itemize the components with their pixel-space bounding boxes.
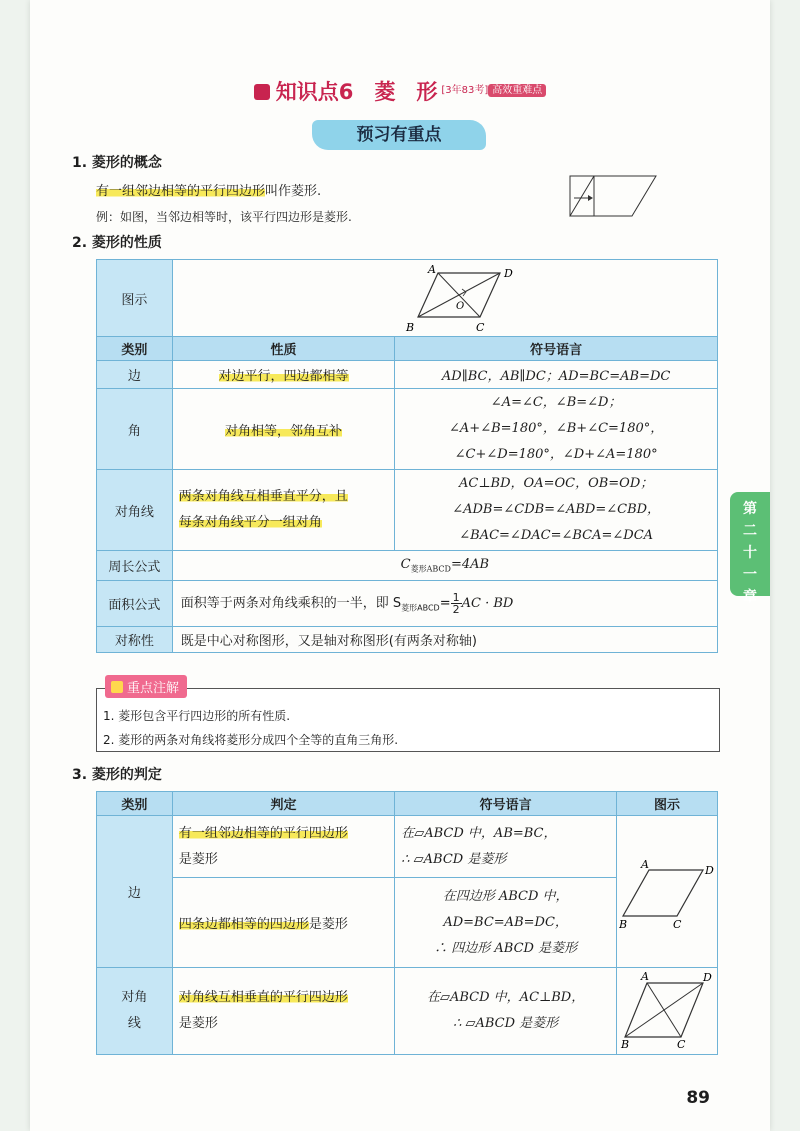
section-banner: 预习有重点 xyxy=(312,120,486,150)
pencil-icon xyxy=(111,681,123,693)
criterion-2: 四条边都相等的四边形是菱形 xyxy=(172,878,394,968)
col-category: 类别 xyxy=(97,337,173,361)
criterion-1-symbol: 在▱ABCD 中，AB=BC， ∴ ▱ABCD 是菱形 xyxy=(395,816,617,878)
diagonal-label: 对角 线 xyxy=(97,968,173,1055)
table-row xyxy=(97,816,718,878)
angle-label: 角 xyxy=(97,389,173,470)
table-row xyxy=(97,361,718,389)
criterion-3: 对角线互相垂直的平行四边形 是菱形 xyxy=(172,968,394,1055)
key-notes-tab: 重点注解 xyxy=(105,675,187,698)
side-label: 边 xyxy=(97,361,173,389)
table-row xyxy=(97,968,718,1055)
side-property: 对边平行，四边都相等 xyxy=(172,361,395,389)
criteria-table xyxy=(96,791,718,1055)
side-symbol: AD∥BC，AB∥DC；AD=BC=AB=DC xyxy=(395,361,718,389)
rhombus-sides-diagram xyxy=(619,850,715,930)
diagonal-property: 两条对角线互相垂直平分，且 每条对角线平分一组对角 xyxy=(172,470,395,551)
col-criterion: 判定 xyxy=(172,792,394,816)
perimeter-label: 周长公式 xyxy=(97,551,173,581)
criterion-2-symbol: 在四边形 ABCD 中， AD=BC=AB=DC， ∴ 四边形 ABCD 是菱形 xyxy=(395,878,617,968)
criterion-3-symbol: 在▱ABCD 中，AC⊥BD， ∴ ▱ABCD 是菱形 xyxy=(395,968,617,1055)
angle-symbol: ∠A=∠C，∠B=∠D； ∠A+∠B=180°，∠B+∠C=180°， ∠C+∠D=180°，∠D+∠A=180° xyxy=(395,389,718,470)
rhombus-diagonals-diagram xyxy=(619,969,715,1049)
rhombus-figure-cell xyxy=(172,260,717,337)
criterion-1: 有一组邻边相等的平行四边形 是菱形 xyxy=(172,816,394,878)
key-notes-box xyxy=(96,681,720,752)
col-figure: 图示 xyxy=(616,792,717,816)
label-a: A xyxy=(427,263,436,276)
diagonal-symbol: AC⊥BD，OA=OC，OB=OD； ∠ADB=∠CDB=∠ABD=∠CBD， ∠BAC=∠DAC=∠BCA=∠DCA xyxy=(395,470,718,551)
angle-property: 对角相等，邻角互补 xyxy=(172,389,395,470)
col-category: 类别 xyxy=(97,792,173,816)
label-d: D xyxy=(702,971,712,984)
label-b: B xyxy=(620,1038,630,1049)
label-d: D xyxy=(503,267,513,280)
diagonal-label: 对角线 xyxy=(97,470,173,551)
label-d: D xyxy=(704,863,714,877)
definition-text: 有一组邻边相等的平行四边形叫作菱形. xyxy=(96,184,322,199)
criteria-figure-2 xyxy=(616,968,717,1055)
page-title xyxy=(0,76,800,106)
note-line-1: 1. 菱形包含平行四边形的所有性质. xyxy=(103,709,291,723)
symmetry-label: 对称性 xyxy=(97,627,173,653)
title-text: 知识点6 菱 形 xyxy=(275,80,438,104)
example-text: 例：如图，当邻边相等时，该平行四边形是菱形. xyxy=(96,210,352,224)
area-label: 面积公式 xyxy=(97,581,173,627)
section-3-heading: 3. 菱形的判定 xyxy=(72,767,162,783)
note-line-2: 2. 菱形的两条对角线将菱形分成四个全等的直角三角形. xyxy=(103,733,399,747)
label-c: C xyxy=(672,917,682,930)
col-property: 性质 xyxy=(172,337,395,361)
table-row xyxy=(97,389,718,470)
col-symbol: 符号语言 xyxy=(395,792,617,816)
area-formula: 面积等于两条对角线乘积的一半，即 $S_{菱形ABCD}=$ $\frac{1}{2}AC$ · BD xyxy=(172,581,717,627)
section-2-heading: 2. 菱形的性质 xyxy=(72,235,162,251)
table-row xyxy=(97,581,718,627)
knowledge-point-icon xyxy=(254,84,270,100)
properties-table xyxy=(96,259,718,653)
col-symbol: 符号语言 xyxy=(395,337,718,361)
section-1-heading: 1. 菱形的概念 xyxy=(72,155,162,171)
label-a: A xyxy=(640,857,649,871)
figure-row xyxy=(97,260,718,337)
perimeter-formula: $C_{菱形ABCD}=4AB$ xyxy=(172,551,717,581)
label-b: B xyxy=(405,321,414,334)
exam-count-tag: [3年83考] xyxy=(441,85,489,96)
table-row xyxy=(97,627,718,653)
criteria-figure-1 xyxy=(616,816,717,968)
rhombus-diagram xyxy=(400,261,520,335)
chapter-tab: 第 二 十 一 章 xyxy=(730,492,770,596)
header-row xyxy=(97,792,718,816)
label-c: C xyxy=(475,321,485,334)
parallelogram-figure xyxy=(566,172,666,222)
label-a: A xyxy=(640,970,649,983)
difficulty-badge: 高效重难点 xyxy=(488,84,546,97)
table-row xyxy=(97,470,718,551)
page-number: 89 xyxy=(686,1088,710,1108)
side-label: 边 xyxy=(97,816,173,968)
label-b: B xyxy=(618,917,628,930)
symmetry-text: 既是中心对称图形，又是轴对称图形(有两条对称轴) xyxy=(172,627,717,653)
header-row xyxy=(97,337,718,361)
label-c: C xyxy=(676,1038,686,1049)
label-o: O xyxy=(455,301,464,312)
figure-label: 图示 xyxy=(97,260,173,337)
table-row xyxy=(97,551,718,581)
